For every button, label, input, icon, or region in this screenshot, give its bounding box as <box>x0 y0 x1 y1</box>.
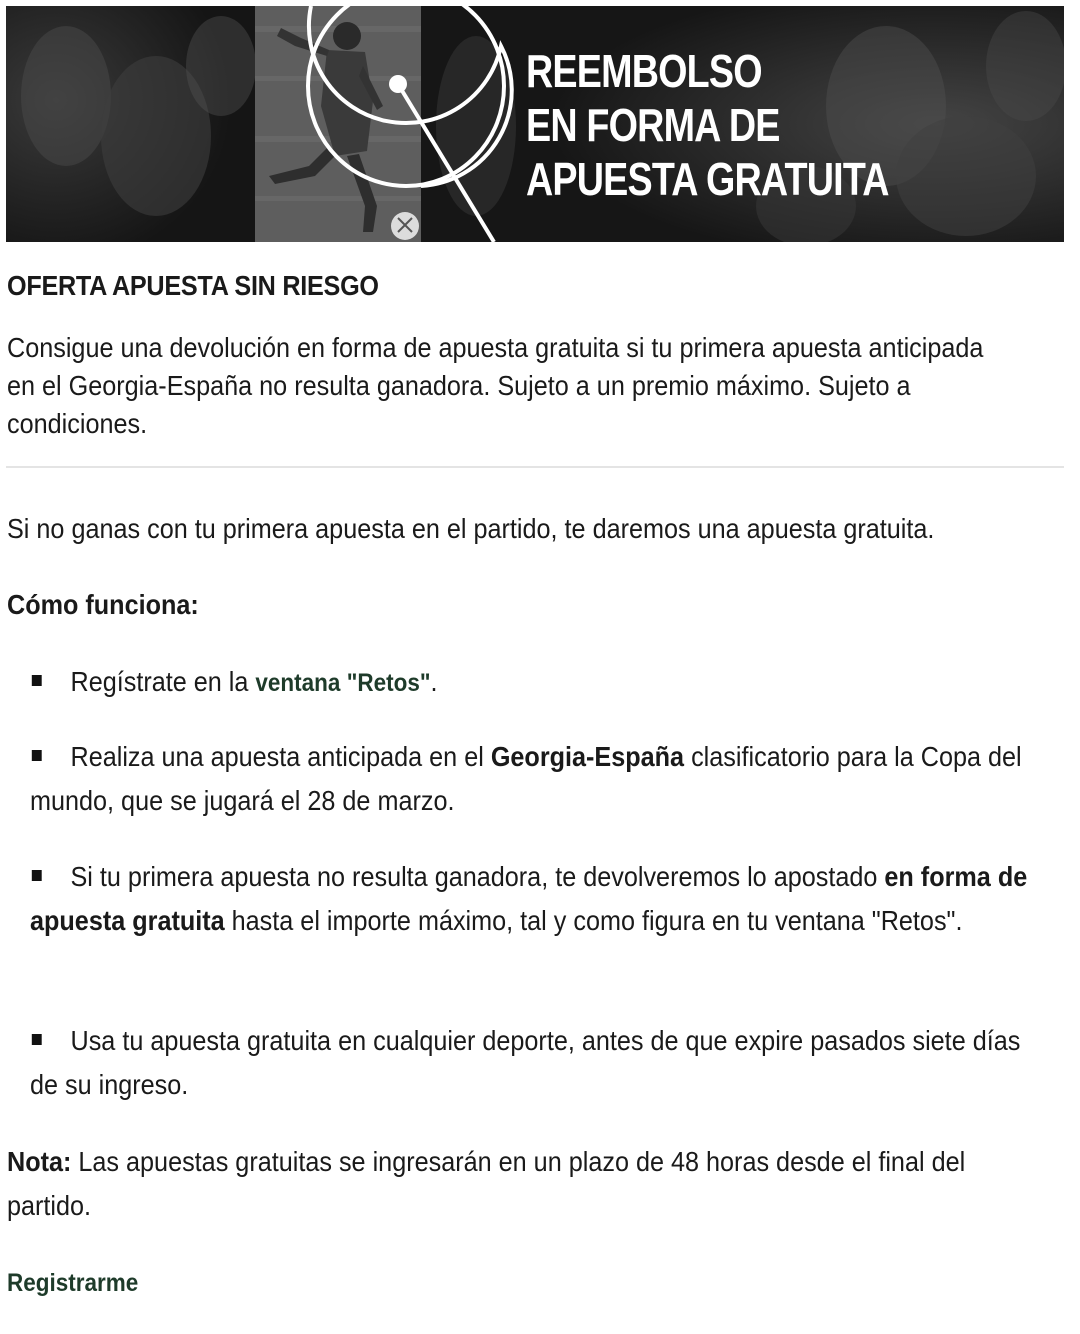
step-text: clasificatorio para la Copa del mundo, que se jugará el 28 de marzo. <box>30 741 1022 816</box>
list-item <box>30 1019 1043 1107</box>
divider <box>6 466 1064 468</box>
step-bold-text: Georgia-España <box>490 741 685 772</box>
step-text: Usa tu apuesta gratuita en cualquier deporte, antes de que expire pasados siete días de su ingreso. <box>30 1025 1021 1100</box>
list-item <box>30 855 1043 943</box>
retos-window-link[interactable]: ventana "Retos" <box>255 669 431 697</box>
step-text: Si tu primera apuesta no resulta ganadora, te devolveremos lo apostado <box>70 861 885 892</box>
note-text: Las apuestas gratuitas se ingresarán en un plazo de 48 horas desde el final del partido. <box>7 1146 966 1221</box>
step-text: Realiza una apuesta anticipada en el <box>70 741 491 772</box>
banner-title-line: REEMBOLSO <box>526 45 762 97</box>
step-text: hasta el importe máximo, tal y como figura en tu ventana "Retos". <box>224 905 963 936</box>
bullet-icon <box>32 750 42 761</box>
note-label: Nota: <box>7 1146 72 1177</box>
register-link[interactable]: Registrarme <box>7 1269 139 1297</box>
promo-banner <box>6 6 1064 242</box>
bullet-icon <box>32 870 42 881</box>
how-it-works-heading: Cómo funciona: <box>7 589 199 620</box>
list-item <box>30 660 1043 705</box>
bullet-icon <box>32 675 42 686</box>
banner-title-line: APUESTA GRATUITA <box>526 153 889 205</box>
banner-title-line: EN FORMA DE <box>526 99 780 151</box>
list-item <box>30 735 1043 823</box>
bullet-icon <box>32 1034 42 1045</box>
step-bold-text: en forma de apuesta gratuita <box>30 861 1028 936</box>
offer-heading: OFERTA APUESTA SIN RIESGO <box>7 270 379 301</box>
banner-title <box>526 44 889 206</box>
offer-description: Consigue una devolución en forma de apuesta gratuita si tu primera apuesta anticipada en el Georgia-España no resulta ganadora. Sujeto a un premio máximo. Sujeto a condiciones. <box>7 332 984 439</box>
step-text: Regístrate en la <box>70 666 256 697</box>
note <box>7 1140 1033 1228</box>
intro-text: Si no ganas con tu primera apuesta en el partido, te daremos una apuesta gratuita. <box>7 513 935 544</box>
step-text: . <box>430 666 438 697</box>
